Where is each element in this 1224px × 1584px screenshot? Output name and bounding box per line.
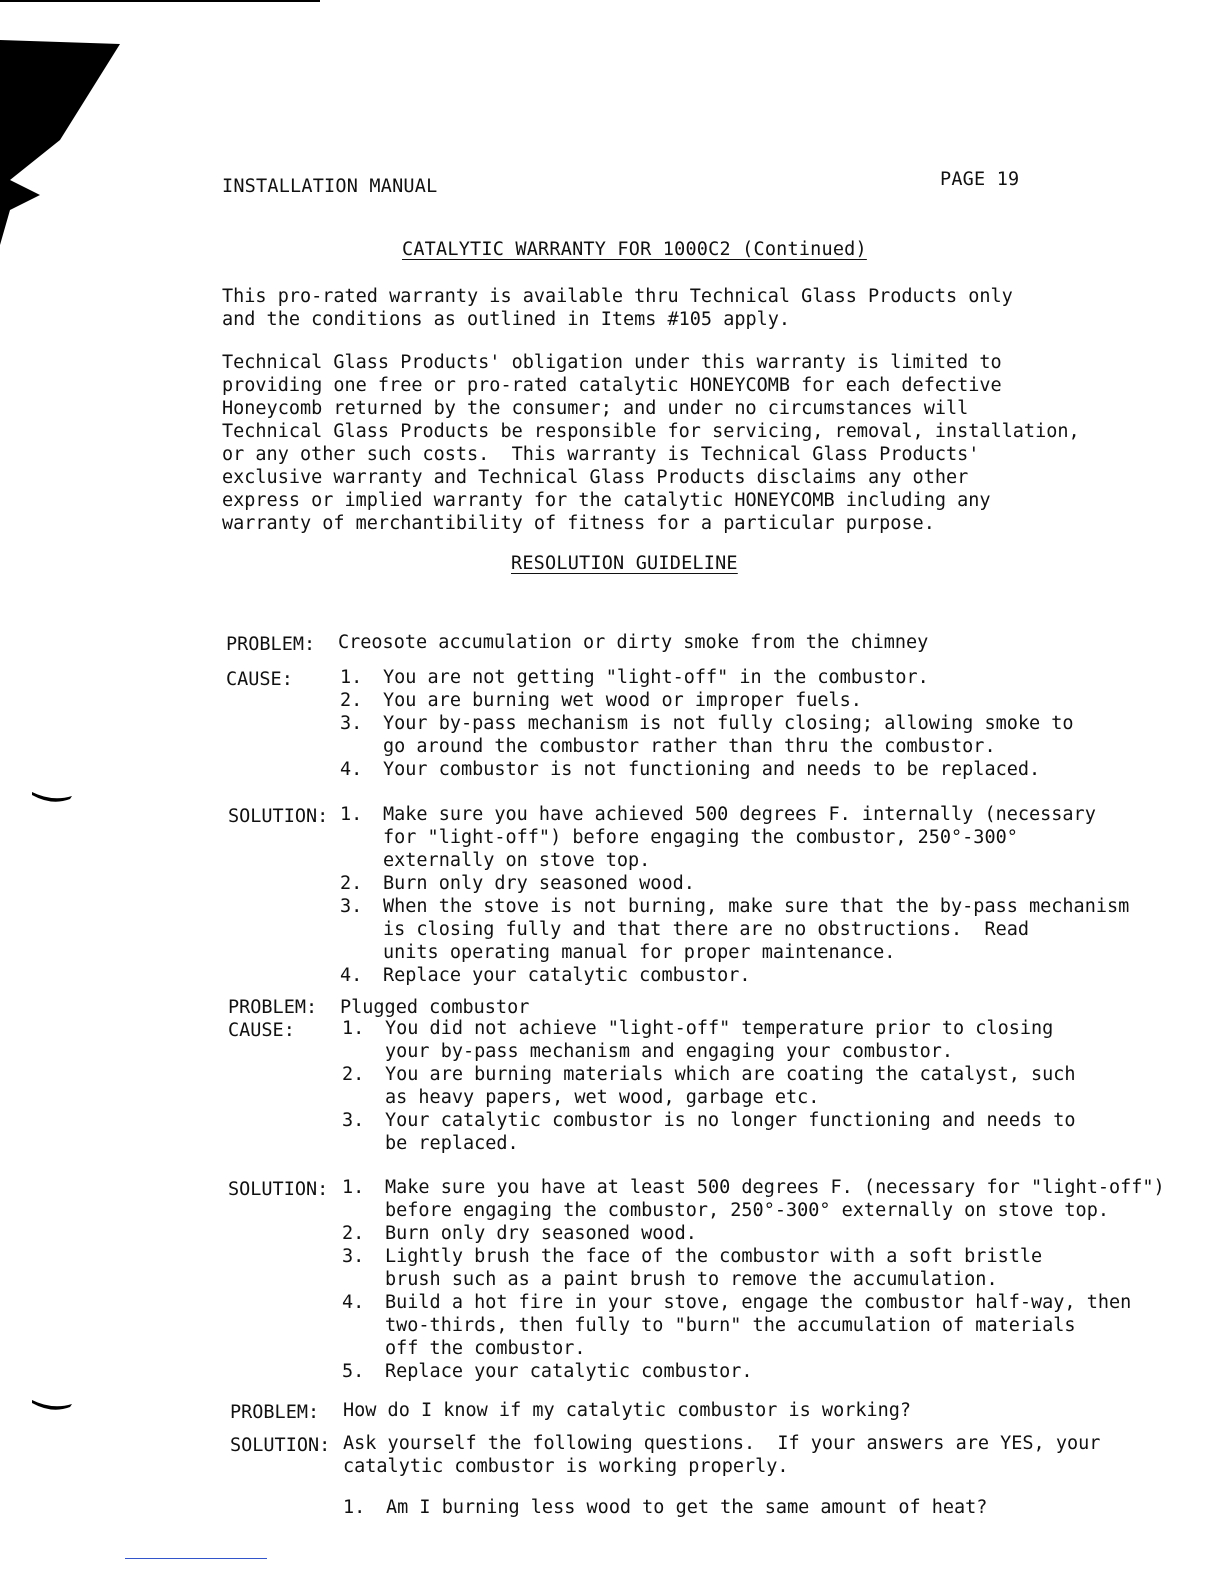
list-number: 1.	[340, 667, 363, 688]
list-item: Burn only dry seasoned wood.	[383, 873, 695, 894]
list-number: 3.	[340, 713, 363, 734]
list-item: Am I burning less wood to get the same amount of heat?	[386, 1497, 988, 1518]
list-item: You are burning wet wood or improper fuels.	[383, 690, 862, 711]
intro-line: and the conditions as outlined in Items #105 apply.	[222, 309, 791, 330]
list-number: 2.	[342, 1223, 365, 1244]
list-item: You are not getting "light-off" in the combustor.	[383, 667, 929, 688]
list-item: You did not achieve "light-off" temperature prior to closing	[385, 1018, 1054, 1039]
obligation-line: Honeycomb returned by the consumer; and under no circumstances will	[222, 398, 969, 419]
list-number: 4.	[340, 759, 363, 780]
page-title: CATALYTIC WARRANTY FOR 1000C2 (Continued)	[402, 239, 867, 260]
list-item: two-thirds, then fully to "burn" the accumulation of materials	[385, 1315, 1076, 1336]
list-item: Your catalytic combustor is no longer functioning and needs to	[385, 1110, 1076, 1131]
solution-label: SOLUTION:	[230, 1435, 331, 1456]
list-item: You are burning materials which are coating the catalyst, such	[385, 1064, 1076, 1085]
obligation-line: Technical Glass Products' obligation under this warranty is limited to	[222, 352, 1002, 373]
obligation-line: warranty of merchantibility of fitness for a particular purpose.	[222, 513, 935, 534]
scan-edge-artifact	[0, 30, 130, 250]
list-item: off the combustor.	[385, 1338, 586, 1359]
list-item: Replace your catalytic combustor.	[383, 965, 751, 986]
list-number: 1.	[340, 804, 363, 825]
hole-mark-2	[32, 1398, 72, 1412]
list-item: When the stove is not burning, make sure that the by-pass mechanism	[383, 896, 1130, 917]
problem-label: PROBLEM:	[230, 1402, 320, 1423]
list-item: units operating manual for proper maintenance.	[383, 942, 896, 963]
hole-mark-1	[32, 790, 72, 804]
list-item: Burn only dry seasoned wood.	[385, 1223, 697, 1244]
solution-text: catalytic combustor is working properly.	[343, 1456, 789, 1477]
list-number: 4.	[342, 1292, 365, 1313]
list-item: is closing fully and that there are no obstructions. Read	[383, 919, 1030, 940]
list-item: Make sure you have at least 500 degrees F. (necessary for "light-off")	[385, 1177, 1165, 1198]
list-item: Make sure you have achieved 500 degrees F. internally (necessary	[383, 804, 1096, 825]
cause-label: CAUSE:	[228, 1020, 295, 1041]
obligation-line: Technical Glass Products be responsible for servicing, removal, installation,	[222, 421, 1080, 442]
list-number: 4.	[340, 965, 363, 986]
footer-rule	[125, 1558, 267, 1559]
list-item: as heavy papers, wet wood, garbage etc.	[385, 1087, 820, 1108]
problem-text: Creosote accumulation or dirty smoke from the chimney	[338, 632, 929, 653]
list-item: Your by-pass mechanism is not fully closing; allowing smoke to	[383, 713, 1074, 734]
list-item: your by-pass mechanism and engaging your combustor.	[385, 1041, 954, 1062]
list-number: 3.	[342, 1246, 365, 1267]
list-item: Lightly brush the face of the combustor with a soft bristle	[385, 1246, 1043, 1267]
header-right: PAGE 19	[940, 169, 1020, 190]
obligation-line: providing one free or pro-rated catalytic HONEYCOMB for each defective	[222, 375, 1002, 396]
list-item: for "light-off") before engaging the combustor, 250°-300°	[383, 827, 1018, 848]
list-number: 3.	[340, 896, 363, 917]
list-item: externally on stove top.	[383, 850, 651, 871]
cause-label: CAUSE:	[226, 669, 293, 690]
list-item: go around the combustor rather than thru the combustor.	[383, 736, 996, 757]
list-item: Replace your catalytic combustor.	[385, 1361, 753, 1382]
section-title: RESOLUTION GUIDELINE	[511, 553, 738, 574]
solution-label: SOLUTION:	[228, 1179, 329, 1200]
problem-text: How do I know if my catalytic combustor is working?	[343, 1400, 912, 1421]
list-number: 1.	[343, 1497, 366, 1518]
list-number: 2.	[340, 690, 363, 711]
list-number: 2.	[342, 1064, 365, 1085]
list-number: 1.	[342, 1018, 365, 1039]
problem-text: Plugged combustor	[340, 997, 530, 1018]
list-number: 5.	[342, 1361, 365, 1382]
list-item: brush such as a paint brush to remove the accumulation.	[385, 1269, 998, 1290]
problem-label: PROBLEM:	[228, 997, 318, 1018]
problem-label: PROBLEM:	[226, 634, 316, 655]
list-item: be replaced.	[385, 1133, 519, 1154]
obligation-line: express or implied warranty for the catalytic HONEYCOMB including any	[222, 490, 991, 511]
solution-label: SOLUTION:	[228, 806, 329, 827]
list-item: Build a hot fire in your stove, engage the combustor half-way, then	[385, 1292, 1132, 1313]
scan-top-line	[0, 0, 320, 2]
obligation-line: exclusive warranty and Technical Glass Products disclaims any other	[222, 467, 969, 488]
intro-line: This pro-rated warranty is available thru Technical Glass Products only	[222, 286, 1013, 307]
list-number: 2.	[340, 873, 363, 894]
header-left: INSTALLATION MANUAL	[222, 176, 438, 197]
list-number: 3.	[342, 1110, 365, 1131]
list-item: Your combustor is not functioning and needs to be replaced.	[383, 759, 1041, 780]
obligation-line: or any other such costs. This warranty is Technical Glass Products'	[222, 444, 980, 465]
list-number: 1.	[342, 1177, 365, 1198]
list-item: before engaging the combustor, 250°-300° externally on stove top.	[385, 1200, 1109, 1221]
solution-text: Ask yourself the following questions. If your answers are YES, your	[343, 1433, 1101, 1454]
